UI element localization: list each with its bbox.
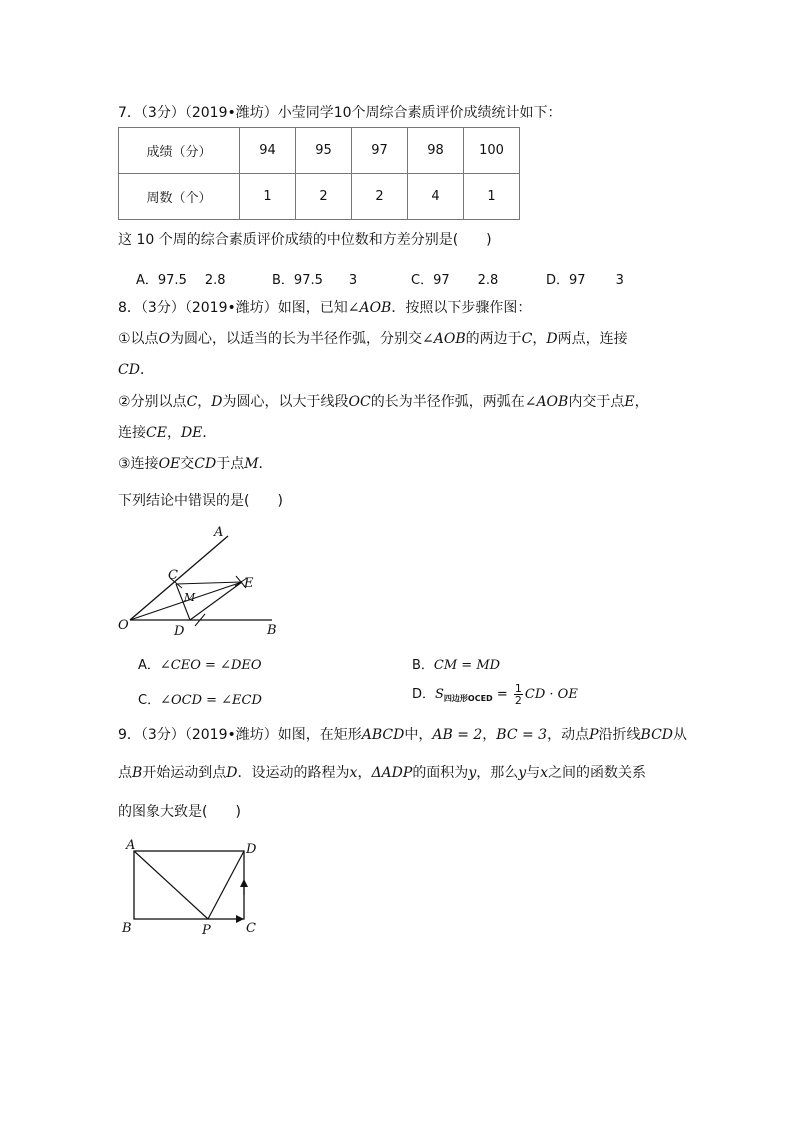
math: CD <box>194 456 217 472</box>
option-math: ∠CEO = ∠DEO <box>159 658 262 673</box>
text: 如图，在矩形 <box>277 727 362 743</box>
math: D <box>211 394 223 410</box>
label-b: B <box>267 623 277 638</box>
option-label: C．97 <box>411 273 450 288</box>
text: ． <box>258 456 273 472</box>
table-cell: 2 <box>352 174 408 220</box>
math: E <box>624 394 635 410</box>
option-math: S <box>435 687 444 702</box>
q9-stem-line1 <box>118 725 687 745</box>
numerator: 1 <box>514 682 522 695</box>
label-d: D <box>174 624 185 639</box>
text: 开始运动到点 <box>142 765 227 781</box>
text: 的面积为 <box>412 765 469 781</box>
option-value: 2.8 <box>204 273 226 288</box>
text: ．按照以下步骤作图： <box>391 300 532 316</box>
option-math: ∠OCD = ∠ECD <box>160 693 262 708</box>
math: ΔADP <box>371 765 413 781</box>
text: 之间的函数关系 <box>548 765 647 781</box>
option-eq: = <box>496 687 508 702</box>
table-cell: 1 <box>464 174 520 220</box>
label-c: C <box>246 921 256 936</box>
math: CE <box>146 425 167 441</box>
text: 连接 <box>118 425 146 441</box>
option-value: 2.8 <box>477 273 499 288</box>
denominator: 2 <box>514 694 522 707</box>
q7-source: （2019•潍坊） <box>184 105 278 121</box>
q8-option-b[interactable] <box>412 654 500 673</box>
ray-oa <box>130 536 228 620</box>
label-p: P <box>202 923 211 938</box>
math: O <box>158 331 171 347</box>
table-cell: 98 <box>408 128 464 174</box>
q8-step1 <box>118 329 628 349</box>
math: ABCD <box>361 727 405 743</box>
math: C <box>521 331 533 347</box>
text: ， <box>166 425 181 441</box>
math: D <box>226 765 238 781</box>
math: ∠AOB <box>347 300 392 316</box>
math: y <box>518 765 527 781</box>
text: 为圆心，以适当的长为半径作弧，分别交 <box>170 331 423 347</box>
math: B <box>132 765 143 781</box>
q9-number: 9． <box>118 727 141 743</box>
label-a: A <box>214 525 224 540</box>
text: ， <box>634 394 649 410</box>
arrow-up-icon <box>240 879 248 887</box>
text: 如图，已知 <box>277 300 348 316</box>
q8-score: （3分） <box>140 300 185 316</box>
option-label: D．97 <box>546 273 586 288</box>
q9-figure <box>118 835 268 940</box>
table-cell: 4 <box>408 174 464 220</box>
table-cell: 100 <box>464 128 520 174</box>
option-value: 3 <box>348 273 358 288</box>
fraction-one-half <box>514 683 523 706</box>
text: 从 <box>673 727 687 743</box>
option-label: A． <box>138 658 160 673</box>
q7-stem-text: 小莹同学10个周综合素质评价成绩统计如下： <box>277 105 562 121</box>
q7-score: （3分） <box>140 105 185 121</box>
text: ，动点 <box>547 727 590 743</box>
text: ③连接 <box>118 456 159 472</box>
math: CD <box>118 362 140 378</box>
q7-question: 这 10 个周的综合素质评价成绩的中位数和方差分别是( ) <box>118 232 492 248</box>
text: ②分别以点 <box>118 394 187 410</box>
label-o: O <box>118 618 129 633</box>
q7-number: 7． <box>118 105 141 121</box>
text: 沿折线 <box>598 727 641 743</box>
text: ， <box>482 727 497 743</box>
math: P <box>589 727 599 743</box>
text: 交 <box>180 456 195 472</box>
math: x <box>349 765 358 781</box>
q7-score-table <box>118 127 520 220</box>
text: ①以点 <box>118 331 159 347</box>
math: DE <box>180 425 203 441</box>
text: ． <box>202 425 217 441</box>
label-m: M <box>184 591 196 604</box>
math: D <box>546 331 558 347</box>
text: 于点 <box>216 456 245 472</box>
label-a: A <box>126 838 136 853</box>
option-label: A．97.5 <box>136 273 187 288</box>
q7-option-b[interactable] <box>272 269 357 288</box>
text: 点 <box>118 765 132 781</box>
label-b: B <box>122 921 132 936</box>
text: ， <box>197 394 212 410</box>
math: BC = 3 <box>496 727 548 743</box>
math: M <box>244 456 259 472</box>
option-math: CM = MD <box>433 658 501 673</box>
arrow-right-icon <box>236 915 244 923</box>
math: C <box>186 394 198 410</box>
q8-option-c[interactable] <box>138 689 262 708</box>
option-label: D． <box>412 687 436 702</box>
q7-option-d[interactable] <box>546 269 624 288</box>
math: OC <box>348 394 371 410</box>
segment-ce <box>176 582 242 584</box>
q8-question: 下列结论中错误的是( ) <box>118 493 283 509</box>
rectangle-abcd <box>134 851 244 919</box>
q8-step2 <box>118 392 649 412</box>
table-header-weeks: 周数（个） <box>119 174 240 220</box>
q9-stem-line3: 的图象大致是( ) <box>118 804 241 820</box>
table-cell: 2 <box>296 174 352 220</box>
option-subscript: 四边形OCED <box>443 694 493 703</box>
q8-step1-line2 <box>118 360 154 380</box>
label-e: E <box>244 576 254 591</box>
q8-step2-line2 <box>118 423 216 443</box>
table-row <box>119 174 520 220</box>
q9-stem-line2 <box>118 763 646 783</box>
segment-pd <box>208 851 244 919</box>
math: OE <box>158 456 181 472</box>
math: x <box>540 765 549 781</box>
table-header-score: 成绩（分） <box>119 128 240 174</box>
text: ， <box>357 765 372 781</box>
q7-stem <box>118 103 562 123</box>
option-label: B． <box>412 658 434 673</box>
text: ， <box>532 331 547 347</box>
q8-number: 8． <box>118 300 141 316</box>
text: 为圆心，以大于线段 <box>222 394 349 410</box>
math: BCD <box>640 727 673 743</box>
math: ∠AOB <box>524 394 569 410</box>
math: ∠AOB <box>422 331 466 347</box>
text: ，那么 <box>476 765 519 781</box>
q8-step3 <box>118 454 273 474</box>
text: ．设运动的路程为 <box>237 765 350 781</box>
q7-option-c[interactable] <box>411 269 498 288</box>
q7-option-a[interactable] <box>136 269 226 288</box>
table-cell: 1 <box>240 174 296 220</box>
table-row <box>119 128 520 174</box>
q8-source: （2019•潍坊） <box>184 300 278 316</box>
label-d: D <box>246 842 257 857</box>
q8-option-d[interactable] <box>412 683 578 706</box>
table-cell: 94 <box>240 128 296 174</box>
label-c: C <box>168 568 178 583</box>
math: y <box>468 765 477 781</box>
text: 的两边于 <box>465 331 522 347</box>
text: 与 <box>526 765 541 781</box>
segment-ap <box>134 851 208 919</box>
text: 两点，连接 <box>557 331 628 347</box>
segment-de <box>190 582 242 620</box>
math: AB = 2 <box>432 727 483 743</box>
option-value: 3 <box>615 273 624 288</box>
option-label: C． <box>138 693 161 708</box>
q8-figure <box>110 520 290 645</box>
q9-score: （3分） <box>140 727 185 743</box>
option-label: B．97.5 <box>272 273 323 288</box>
text: 的长为半径作弧，两弧在 <box>370 394 525 410</box>
table-cell: 95 <box>296 128 352 174</box>
q8-option-a[interactable] <box>138 654 262 673</box>
text: ． <box>139 362 154 378</box>
option-math: CD · OE <box>524 687 578 702</box>
text: 中， <box>404 727 433 743</box>
q9-source: （2019•潍坊） <box>184 727 278 743</box>
q8-stem <box>118 298 531 318</box>
table-cell: 97 <box>352 128 408 174</box>
text: 内交于点 <box>568 394 625 410</box>
